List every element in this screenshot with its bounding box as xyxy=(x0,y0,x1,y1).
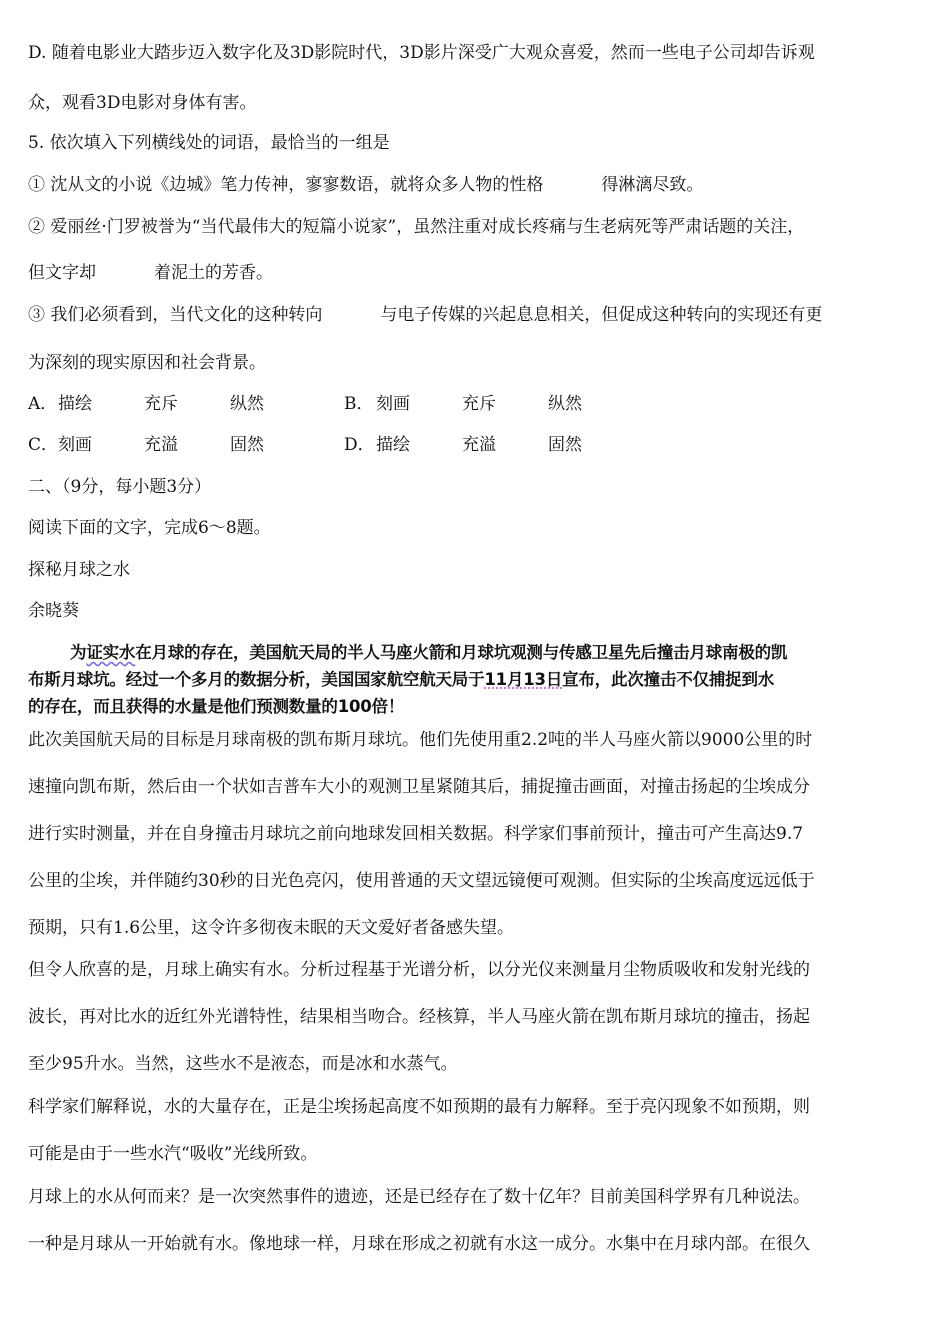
option-d-word-1: 描绘 xyxy=(376,435,410,455)
option-d-word-2: 充溢 xyxy=(462,435,496,455)
section-2-heading: 二、（9分，每小题3分） xyxy=(28,477,212,497)
q5-sentence-3-line2: 为深刻的现实原因和社会背景。 xyxy=(28,353,266,373)
q4-option-d-line2: 众，观看3D电影对身体有害。 xyxy=(28,93,257,113)
bold-intro-l2-b: 11月13日 xyxy=(484,670,563,689)
para4-line-2: 一种是月球从一开始就有水。像地球一样，月球在形成之初就有水这一成分。水集中在月球内部。在很久 xyxy=(28,1234,810,1254)
para1-line-1: 此次美国航天局的目标是月球南极的凯布斯月球坑。他们先使用重2.2吨的半人马座火箭以9000公里的时 xyxy=(28,730,813,750)
q5-s1-before: ① 沈从文的小说《边城》笔力传神，寥寥数语，就将众多人物的性格 xyxy=(28,175,544,195)
option-d-label: D． xyxy=(344,435,375,455)
option-b-word-3: 纵然 xyxy=(548,394,582,414)
q5-sentence-2-line2 xyxy=(28,262,273,284)
bold-intro-paragraph xyxy=(28,640,928,720)
para1-line-5: 预期，只有1.6公里，这令许多彻夜未眠的天文爱好者备感失望。 xyxy=(28,918,515,938)
bold-intro-l1-c: 在月球的存在，美国航天局的半人马座火箭和月球坑观测与传感卫星先后撞击月球南极的凯 xyxy=(135,643,788,662)
option-a-label: A． xyxy=(28,394,58,414)
q5-s3-before: ③ 我们必须看到，当代文化的这种转向 xyxy=(28,305,323,325)
bold-intro-l1-b: 证实水 xyxy=(86,643,136,662)
option-b-word-1: 刻画 xyxy=(376,394,410,414)
para3-line-2: 可能是由于一些水汽“吸收”光线所致。 xyxy=(28,1144,318,1164)
article-author: 余晓葵 xyxy=(28,601,79,621)
option-a-word-1: 描绘 xyxy=(58,394,92,414)
para2-line-3: 至少95升水。当然，这些水不是液态，而是冰和水蒸气。 xyxy=(28,1054,458,1074)
article-title: 探秘月球之水 xyxy=(28,560,130,580)
q5-s3-after: 与电子传媒的兴起息息相关，但促成这种转向的实现还有更 xyxy=(380,305,823,325)
para1-line-2: 速撞向凯布斯，然后由一个状如吉普车大小的观测卫星紧随其后，捕捉撞击画面，对撞击扬起的尘埃成分 xyxy=(28,777,810,797)
option-c-label: C． xyxy=(28,435,59,455)
bold-intro-line-2 xyxy=(28,667,774,693)
bold-intro-l1-a: 为 xyxy=(70,643,87,662)
option-a-word-2: 充斥 xyxy=(144,394,178,414)
para1-line-4: 公里的尘埃，并伴随约30秒的日光色亮闪，使用普通的天文望远镜便可观测。但实际的尘埃高度远远低于 xyxy=(28,871,815,891)
option-a-word-3: 纵然 xyxy=(230,394,264,414)
para2-line-2: 波长，再对比水的近红外光谱特性，结果相当吻合。经核算，半人马座火箭在凯布斯月球坑的撞击，扬起 xyxy=(28,1007,810,1027)
option-d-word-3: 固然 xyxy=(548,435,582,455)
q4-option-d-line1: D. 随着电影业大踏步迈入数字化及3D影院时代，3D影片深受广大观众喜爱，然而一些电子公司却告诉观 xyxy=(28,43,815,63)
q5-sentence-2-line1: ② 爱丽丝·门罗被誉为“当代最伟大的短篇小说家”，虽然注重对成长疼痛与生老病死等严肃话题的关注， xyxy=(28,217,805,237)
bold-intro-line-1 xyxy=(70,640,787,666)
section-2-instruction: 阅读下面的文字，完成6～8题。 xyxy=(28,518,271,538)
q5-sentence-3-line1 xyxy=(28,304,822,326)
para1-line-3: 进行实时测量，并在自身撞击月球坑之前向地球发回相关数据。科学家们事前预计，撞击可产生高达9.7 xyxy=(28,824,804,844)
q5-s1-after: 得淋漓尽致。 xyxy=(601,175,704,195)
para3-line-1: 科学家们解释说，水的大量存在，正是尘埃扬起高度不如预期的最有力解释。至于亮闪现象不如预期，则 xyxy=(28,1097,810,1117)
para2-line-1: 但令人欣喜的是，月球上确实有水。分析过程基于光谱分析，以分光仪来测量月尘物质吸收和发射光线的 xyxy=(28,960,810,980)
option-c-word-3: 固然 xyxy=(230,435,264,455)
q5-s2-before: 但文字却 xyxy=(28,263,96,283)
option-b-label: B． xyxy=(344,394,374,414)
option-c-word-2: 充溢 xyxy=(144,435,178,455)
bold-intro-l2-a: 布斯月球坑。经过一个多月的数据分析，美国国家航空航天局于 xyxy=(28,670,485,689)
q5-sentence-1 xyxy=(28,174,703,196)
option-b-word-2: 充斥 xyxy=(462,394,496,414)
bold-intro-l2-c: 宣布，此次撞击不仅捕捉到水 xyxy=(562,670,775,689)
bold-intro-line-3: 的存在，而且获得的水量是他们预测数量的100倍！ xyxy=(28,697,405,716)
q5-stem: 5. 依次填入下列横线处的词语，最恰当的一组是 xyxy=(28,133,390,153)
option-c-word-1: 刻画 xyxy=(58,435,92,455)
q5-s2-after: 着泥土的芳香。 xyxy=(154,263,273,283)
para4-line-1: 月球上的水从何而来？是一次突然事件的遗迹，还是已经存在了数十亿年？目前美国科学界有几种说法。 xyxy=(28,1187,810,1207)
